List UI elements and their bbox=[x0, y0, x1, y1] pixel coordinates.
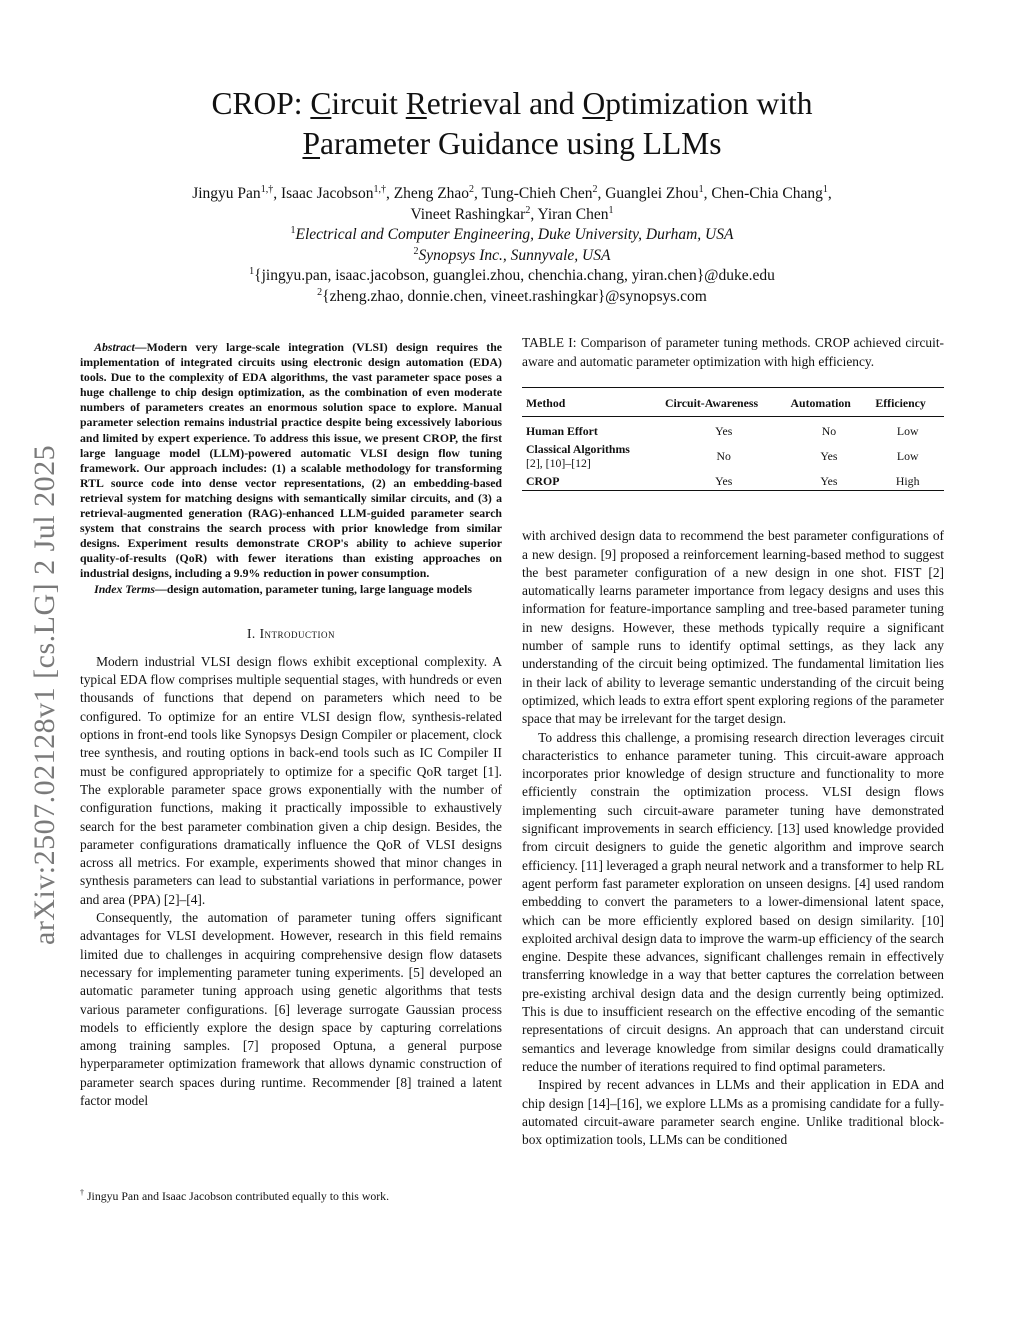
index-terms-text: —design automation, parameter tuning, large language models bbox=[155, 581, 473, 596]
table-cell-method bbox=[522, 472, 661, 491]
title-word-optimization: ptimization with bbox=[605, 86, 813, 121]
table-cell: Yes bbox=[787, 472, 872, 491]
title-word-retrieval: etrieval and bbox=[426, 86, 583, 121]
table-cell: No bbox=[716, 449, 731, 464]
paper-title bbox=[100, 84, 924, 164]
method-citation: [2], [10]–[12] bbox=[526, 456, 591, 471]
table-cell-method bbox=[522, 440, 661, 472]
index-terms-label: Index Terms bbox=[94, 581, 156, 596]
paragraph: To address this challenge, a promising research direction leverages circuit characteristics to enhance parameter tuning. This circuit-aware approach incorporates prior knowledge of design structure and functionality to more efficiently constrain the optimization process. VLSI design flows implementing such circuit-aware parameter tuning have demonstrated significant improvements in search efficiency. [13] used knowledge provided from circuit designers to guide the genetic algorithm and improve search efficiency. [11] leveraged a graph neural network and a transformer to help RL agent perform fast parameter exploration on unseen designs. [4] used random embedding to convert the parameters to a lower-dimensional latent space, which can be more efficiently explored based on design similarity. [10] exploited archival design data to improve the warm-up efficiency of the search engine. Despite these advances, significant challenges remain in effectively transferring knowledge in a way that better captures the correlation between pre-existing archival design data and the design currently being optimized. This is due to insufficient research on the effective encoding of the semantic representations of circuit designs. An approach that can understand circuit semantics and leverage knowledge from similar designs could dramatically reduce the number of iterations required to find optimal parameters. bbox=[522, 729, 944, 1074]
author-affiliation-mark: 1 bbox=[822, 184, 828, 195]
author-affiliation-mark: 2 bbox=[592, 184, 598, 195]
affiliation-text: Synopsys Inc., Sunnyvale, USA bbox=[418, 246, 611, 264]
arxiv-identifier: arXiv:2507.02128v1 [cs.LG] 2 Jul 2025 bbox=[28, 444, 61, 945]
table-header-row bbox=[522, 388, 944, 417]
table-cell: Low bbox=[896, 449, 919, 464]
table-cell-method bbox=[522, 417, 661, 441]
table-header-cell: Circuit-Awareness bbox=[661, 388, 787, 417]
section-heading-introduction bbox=[80, 625, 502, 643]
author-name: , Isaac Jacobson bbox=[273, 185, 374, 202]
table-row bbox=[522, 417, 944, 441]
affiliation-mark: 1 bbox=[290, 225, 296, 236]
table-header-cell: Method bbox=[522, 388, 661, 417]
title-underlined-p: P bbox=[302, 126, 321, 161]
method-name: Classical Algorithms bbox=[526, 442, 630, 457]
author-name: , Guanglei Zhou bbox=[597, 185, 699, 202]
footnote-mark: † bbox=[80, 1188, 84, 1197]
affiliation-text: Electrical and Computer Engineering, Duke University, Durham, USA bbox=[295, 226, 734, 243]
title-line-2 bbox=[100, 124, 924, 164]
table-cell: Yes bbox=[661, 472, 787, 491]
table-caption: TABLE I: Comparison of parameter tuning methods. CROP achieved circuit-aware and automatic parameter optimization with high efficiency. bbox=[522, 335, 944, 369]
table-cell: Yes bbox=[820, 449, 838, 464]
affiliation-1 bbox=[100, 225, 924, 246]
author-line-1 bbox=[100, 184, 924, 205]
author-name: Vineet Rashingkar bbox=[410, 205, 526, 223]
table-header-cell: Efficiency bbox=[871, 388, 944, 417]
affiliation-2 bbox=[100, 246, 924, 267]
index-terms bbox=[80, 582, 502, 597]
right-column bbox=[522, 334, 944, 1149]
abstract bbox=[80, 340, 502, 582]
author-affiliation-mark: 1,† bbox=[373, 184, 386, 195]
author-separator: , bbox=[827, 185, 832, 202]
title-prefix: CROP: bbox=[211, 86, 311, 121]
author-block bbox=[100, 184, 924, 307]
affiliation-mark: 2 bbox=[413, 245, 419, 257]
author-name: , Chen-Chia Chang bbox=[703, 185, 823, 202]
method-name: CROP bbox=[526, 474, 560, 489]
table-header-cell: Automation bbox=[787, 388, 872, 417]
author-line-2 bbox=[100, 205, 924, 226]
paragraph: Consequently, the automation of parameter tuning offers significant advantages for VLSI development. However, research in this field remains limited due to challenges in acquiring comprehensive design flow datasets necessary for implementing parameter tuning experiments. [5] developed an automatic parameter tuning approach using genetic algorithms that tests various parameter configurations. [6] leverage surrogate Gaussian process models to efficiently explore the design space by capturing correlations among training samples. [7] proposed Optuna, a general purpose hyperparameter optimization framework that allows dynamic construction of parameter search spaces during runtime. Recommender [8] trained a latent factor model bbox=[80, 910, 502, 1109]
section-number: I. bbox=[246, 625, 260, 641]
title-underlined-c: C bbox=[310, 86, 332, 121]
abstract-text: —Modern very large-scale integration (VLSI) design requires the implementation of integrated circuits using electronic design automation (EDA) tools. Due to the complexity of EDA algorithms, the vast parameter space poses a huge challenge to chip design optimization, as the combination of even moderate numbers of parameters creates an enormous solution space to explore. Manual parameter selection remains industrial practice despite being excessively laborious and limited by expert experience. To address this issue, we present CROP, the first large language model (LLM)-powered automatic VLSI design flow tuning framework. Our approach includes: (1) a scalable methodology for transforming RTL source code into dense vector representations, (2) an embedding-based retrieval system for matching designs with semantically similar circuits, and (3) a retrieval-augmented generation (RAG)-enhanced LLM-guided parameter search system that constrains the search process with prior knowledge from similar designs. Experiment results demonstrate CROP's ability to achieve superior quality-of-results (QoR) with fewer iterations than existing approaches on industrial designs, including a 9.9% reduction in power consumption. bbox=[80, 340, 502, 581]
left-column bbox=[80, 340, 502, 1110]
email-text: {jingyu.pan, isaac.jacobson, guanglei.zhou, chenchia.chang, yiran.chen}@duke.edu bbox=[254, 267, 775, 284]
right-body bbox=[522, 527, 944, 1149]
affiliation-mark: 1 bbox=[249, 266, 255, 277]
table-cell: Low bbox=[896, 424, 919, 439]
paragraph: Inspired by recent advances in LLMs and their application in EDA and chip design [14]–[16], we explore LLMs as a promising candidate for a fully-automated circuit-aware parameter search engine. Unlike traditional block-box optimization tools, LLMs can be conditioned bbox=[522, 1077, 944, 1148]
title-underlined-o: O bbox=[582, 86, 606, 121]
table-cell: High bbox=[871, 472, 944, 491]
title-underlined-r: R bbox=[405, 86, 427, 121]
table-row bbox=[522, 440, 944, 472]
author-affiliation-mark: 2 bbox=[525, 204, 531, 216]
author-affiliation-mark: 1 bbox=[698, 184, 704, 195]
method-name: Human Effort bbox=[526, 424, 598, 439]
section-title: Introduction bbox=[259, 625, 336, 641]
author-name: , Zheng Zhao bbox=[385, 185, 470, 202]
table-cell: No bbox=[821, 424, 837, 439]
table-cell: Yes bbox=[715, 424, 733, 439]
table-row bbox=[522, 472, 944, 491]
author-name: , Yiran Chen bbox=[530, 205, 609, 223]
affiliation-mark: 2 bbox=[317, 286, 323, 298]
abstract-label: Abstract bbox=[94, 340, 135, 354]
author-name: , Tung-Chieh Chen bbox=[474, 185, 593, 202]
email-line-2 bbox=[100, 287, 924, 308]
comparison-table bbox=[522, 387, 944, 491]
paragraph: with archived design data to recommend the best parameter configurations of a new design. [9] proposed a reinforcement learning-based method to suggest the best parameter configuration of a new design in one shot. FIST [2] automatically learns parameter importance from legacy designs and uses this information for feature-importance sampling and tree-based parameter tuning in new designs. However, these methods typically require a significant number of sample runs to identify optimal settings, as they lack any understanding of the circuit being optimized. The fundamental limitation lies in their lack of ability to leverage semantic understanding of the circuit being optimized, which leads to extra effort spent exploring regions of the parameter space that may be irrelevant for the target design. bbox=[522, 528, 944, 727]
author-name: Jingyu Pan bbox=[192, 185, 261, 202]
footnote bbox=[80, 1186, 502, 1203]
email-text: {zheng.zhao, donnie.chen, vineet.rashingkar}@synopsys.com bbox=[322, 287, 707, 305]
title-line-2-rest: arameter Guidance using LLMs bbox=[320, 126, 722, 161]
title-word-circuit: ircuit bbox=[331, 86, 406, 121]
title-line-1 bbox=[100, 84, 924, 124]
author-affiliation-mark: 1 bbox=[608, 204, 614, 216]
author-affiliation-mark: 1,† bbox=[260, 184, 274, 195]
email-line-1 bbox=[100, 266, 924, 287]
author-affiliation-mark: 2 bbox=[469, 184, 475, 195]
footnote-text: Jingyu Pan and Isaac Jacobson contributed equally to this work. bbox=[84, 1188, 390, 1203]
paragraph: Modern industrial VLSI design flows exhibit exceptional complexity. A typical EDA flow comprises multiple sequential stages, with hundreds or even thousands of functions that depend on parameters which need to be configured. To optimize for an entire VLSI design flow, synthesis-related options in front-end tools like Synopsys Design Compiler or placement, clock tree synthesis, and routing options in back-end tools such as IC Compiler II must be configured appropriately to optimize for a specific QoR target [1]. The explorable parameter space grows exponentially with the number of configuration functions, making it practically impossible to exhaustively search for the best parameter combination given a chip design. Besides, the parameter configurations dramatically influence the QoR of VLSI designs across all metrics. For example, experiments showed that minor changes in synthesis parameters can lead to substantial variations in performance, power and area (PPA) [2]–[4]. bbox=[80, 653, 502, 907]
